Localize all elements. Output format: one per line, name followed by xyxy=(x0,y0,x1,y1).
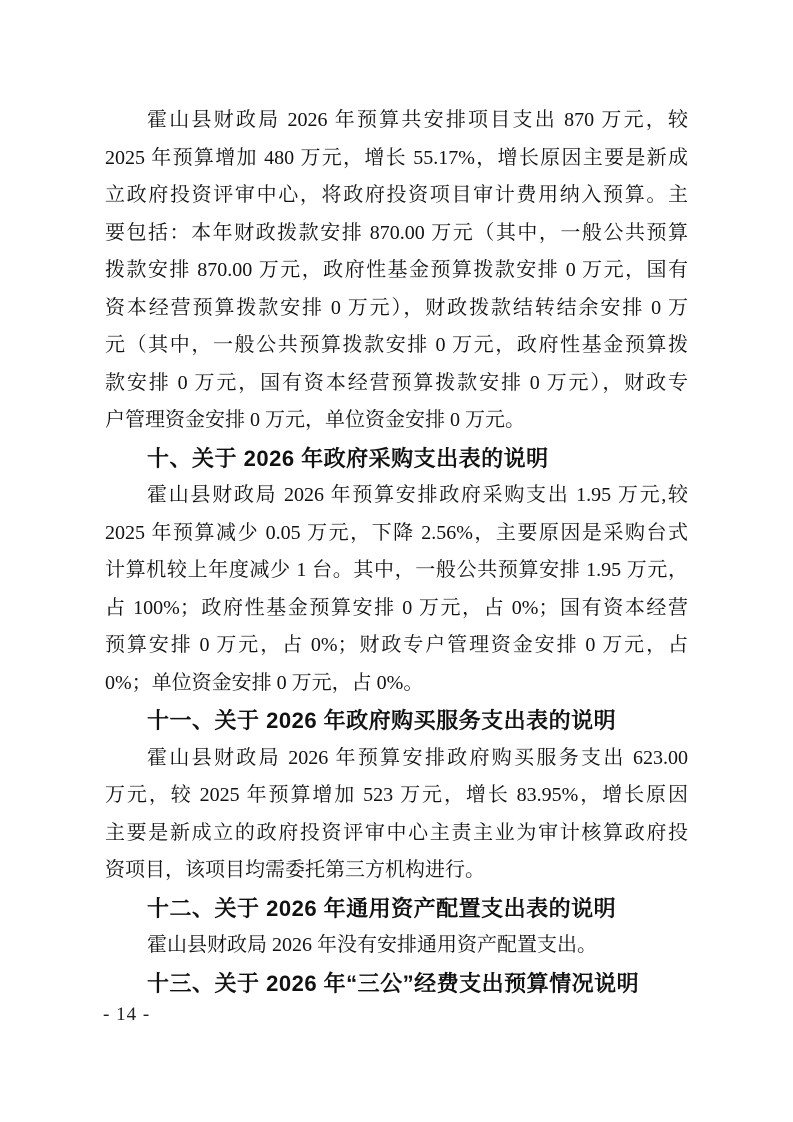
paragraph-line: 占 100%；政府性基金预算安排 0 万元，占 0%；国有资本经营 xyxy=(105,596,688,619)
paragraph-line: 2025 年预算减少 0.05 万元，下降 2.56%，主要原因是采购台式 xyxy=(105,521,688,544)
paragraph-line: 户管理资金安排 0 万元，单位资金安排 0 万元。 xyxy=(105,409,525,431)
paragraph-line: 元（其中，一般公共预算拨款安排 0 万元，政府性基金预算拨 xyxy=(105,334,688,356)
document-body xyxy=(105,102,688,1002)
paragraph-line: 立政府投资评审中心，将政府投资项目审计费用纳入预算。主 xyxy=(105,184,688,206)
section-heading: 十二、关于 2026 年通用资产配置支出表的说明 xyxy=(147,895,617,921)
paragraph-line: 2025 年预算增加 480 万元，增长 55.17%，增长原因主要是新成 xyxy=(105,146,688,169)
paragraph-line: 款安排 0 万元，国有资本经营预算拨款安排 0 万元），财政专 xyxy=(105,371,688,394)
paragraph-line: 要包括：本年财政拨款安排 870.00 万元（其中，一般公共预算 xyxy=(105,221,688,244)
paragraph-line: 霍山县财政局 2026 年预算安排政府采购支出 1.95 万元,较 xyxy=(147,484,688,506)
paragraph-line: 资项目，该项目均需委托第三方机构进行。 xyxy=(105,859,485,881)
section-heading: 十、关于 2026 年政府采购支出表的说明 xyxy=(147,445,549,471)
paragraph-line: 霍山县财政局 2026 年预算共安排项目支出 870 万元，较 xyxy=(147,109,688,131)
paragraph-line: 预算安排 0 万元，占 0%；财政专户管理资金安排 0 万元，占 xyxy=(105,634,688,656)
paragraph-line: 计算机较上年度减少 1 台。其中，一般公共预算安排 1.95 万元， xyxy=(105,559,688,581)
paragraph-line: 0%；单位资金安排 0 万元，占 0%。 xyxy=(105,671,424,694)
section-heading: 十三、关于 2026 年“三公”经费支出预算情况说明 xyxy=(147,970,640,996)
paragraph-line: 主要是新成立的政府投资评审中心主责主业为审计核算政府投 xyxy=(105,821,688,844)
paragraph-line: 万元，较 2025 年预算增加 523 万元，增长 83.95%，增长原因 xyxy=(105,784,688,806)
paragraph-line: 霍山县财政局 2026 年预算安排政府购买服务支出 623.00 xyxy=(147,746,688,769)
paragraph-line: 拨款安排 870.00 万元，政府性基金预算拨款安排 0 万元，国有 xyxy=(105,259,688,281)
paragraph-line: 资本经营预算拨款安排 0 万元），财政拨款结转结余安排 0 万 xyxy=(105,296,688,319)
paragraph-line: 霍山县财政局 2026 年没有安排通用资产配置支出。 xyxy=(147,934,597,956)
page-number: - 14 - xyxy=(103,1004,151,1025)
section-heading: 十一、关于 2026 年政府购买服务支出表的说明 xyxy=(147,708,617,733)
